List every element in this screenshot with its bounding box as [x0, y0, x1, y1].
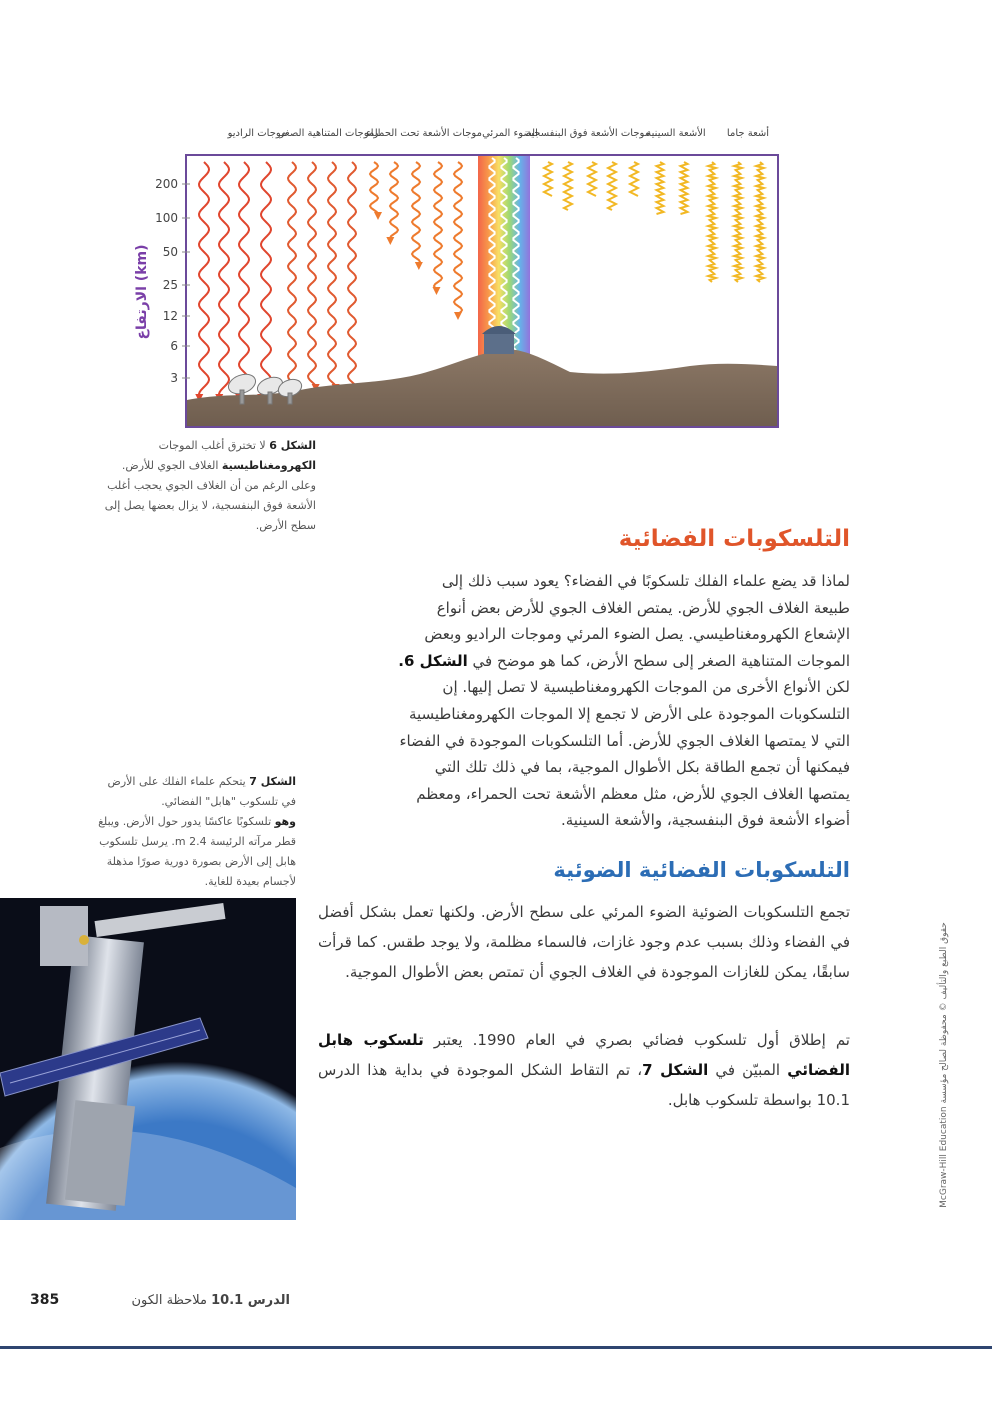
label-microwave: الموجات المتناهية الصغر	[279, 128, 381, 139]
caption7-line4: قطر مرآته الرئيسة 2.4 m. يرسل تلسكوب	[99, 835, 296, 848]
section1-paragraph	[326, 568, 850, 834]
p2-part-e: تم التقاط الشكل الموجودة في بداية هذا الدرس 10.1 بواسطة تلسكوب هابل.	[318, 1061, 850, 1109]
p2-part-a: تم إطلاق أول تلسكوب فضائي بصري في العام 1990. يعتبر	[433, 1031, 850, 1049]
label-radio: موجات الراديو	[227, 128, 287, 139]
tick-200: 200	[155, 177, 178, 191]
hubble-term: تلسكوب هابل الفضائي	[318, 1031, 850, 1079]
tick-25: 25	[162, 278, 178, 292]
figure-6-caption	[20, 436, 316, 536]
page-number: 385	[30, 1292, 60, 1308]
caption6-line5: سطح الأرض.	[255, 519, 316, 532]
figure-6-reference: الشكل 6.	[398, 651, 468, 670]
tick-50: 50	[162, 245, 178, 259]
hubble-telescope-photo	[0, 898, 296, 1220]
tick-12: 12	[162, 309, 178, 323]
figure-6-atmosphere-diagram	[134, 118, 790, 430]
caption6-bold-term: الكهرومغناطيسية	[221, 459, 316, 472]
tick-100: 100	[155, 211, 178, 225]
tick-6: 6	[170, 339, 178, 353]
caption6-line4: الأشعة فوق البنفسجية، لا يزال بعضها يصل إلى	[104, 499, 316, 512]
figure-7-reference: الشكل 7	[642, 1061, 709, 1079]
section2-paragraph-2: تم إطلاق أول تلسكوب فضائي بصري في العام 1990. يعتبر تلسكوب هابل الفضائي المبيّن في الشكل 7، تم التقاط الشكل الموجودة في بداية هذا الدرس 10.1 بواسطة تلسكوب هابل.	[318, 1031, 850, 1109]
section1-line: طبيعة الغلاف الجوي للأرض. يمتص الغلاف الجوي للأرض بعض أنواع	[436, 598, 850, 617]
footer-lesson: الدرس 10.1	[211, 1292, 290, 1308]
section-heading-optical-space-telescopes: التلسكوبات الفضائية الضوئية	[553, 858, 850, 882]
section1-line: الإشعاع الكهرومغناطيسي. يصل الضوء المرئي وموجات الراديو وبعض	[424, 625, 850, 644]
axis-label: الارتفاع (km)	[134, 244, 150, 340]
section1-line: التلسكوبات الموجودة على الأرض لا تجمع إلا الموجات الكهرومغناطيسية	[408, 704, 850, 723]
caption7-line2: في تلسكوب "هابل" الفضائي.	[161, 795, 296, 808]
p2-part-c: المبيّن في	[715, 1061, 781, 1079]
caption7-figure-ref: الشكل 7	[249, 775, 296, 788]
caption6-figure-ref: الشكل 6	[269, 439, 316, 452]
section1-line: فيمكنها أن تجمع الطاقة بكل الأطوال الموجية، بما في ذلك تلك التي	[434, 758, 850, 777]
section1-line: يمتصها الغلاف الجوي للأرض، مثل معظم الأشعة تحت الحمراء، ومعظم	[416, 784, 850, 803]
section-heading-space-telescopes: التلسكوبات الفضائية	[618, 526, 850, 552]
footer	[30, 1292, 290, 1308]
caption7-line6: لأجسام بعيدة للغاية.	[204, 875, 296, 888]
caption6-line1: لا تخترق أغلب الموجات	[158, 439, 266, 452]
caption7-line5: هابل إلى الأرض بصورة دورية صورًا مذهلة	[106, 855, 296, 868]
bottom-rule	[0, 1346, 992, 1349]
copyright-vertical: حقوق الطبع والتأليف © محفوظة لصالح مؤسسة McGraw-Hill Education	[939, 922, 949, 1208]
tick-3: 3	[170, 371, 178, 385]
caption7-bold-term: وهو	[274, 815, 296, 828]
caption7-line3: تلسكوبًا عاكسًا يدور حول الأرض. ويبلغ	[98, 815, 272, 828]
footer-title: ملاحظة الكون	[131, 1292, 207, 1308]
label-uv: موجات الأشعة فوق البنفسجية	[525, 128, 651, 139]
section1-line: الموجات المتناهية الصغر إلى سطح الأرض، كما هو موضح في	[472, 651, 850, 670]
section1-line: لماذا قد يضع علماء الفلك تلسكوبًا في الفضاء؟ يعود سبب ذلك إلى	[441, 572, 850, 590]
section2-paragraph-1: تجمع التلسكوبات الضوئية الضوء المرئي على سطح الأرض. ولكنها تعمل بشكل أفضل في الفضاء وذلك بسبب عدم وجود غازات، فالسماء مظلمة، ولا يوجد طقس. كما قرأت سابقًا، يمكن للغازات الموجودة في الغلاف الجوي أن تمتص بعض الأطوال الموجية.	[318, 903, 850, 981]
caption6-line2: الغلاف الجوي للأرض.	[121, 459, 219, 472]
caption6-line3: وعلى الرغم من أن الغلاف الجوي يحجب أغلب	[107, 479, 316, 492]
label-infrared: موجات الأشعة تحت الحمراء	[366, 128, 482, 139]
section1-line: لكن الأنواع الأخرى من الموجات الكهرومغناطيسية لا تصل إليها. إن	[442, 678, 850, 697]
label-xray: الأشعة السينية	[646, 128, 706, 139]
figure-7-caption	[0, 772, 296, 892]
observatory-icon	[482, 326, 516, 354]
label-visible: الضوء المرئي	[482, 128, 538, 139]
caption7-line1: يتحكم علماء الفلك على الأرض	[107, 775, 246, 788]
label-gamma: أشعة جاما	[726, 128, 770, 139]
section1-line: التي لا يمتصها الغلاف الجوي للأرض. أما التلسكوبات الموجودة في الفضاء	[399, 731, 850, 750]
section1-line: أضواء الأشعة فوق البنفسجية، والأشعة السينية.	[560, 811, 850, 830]
